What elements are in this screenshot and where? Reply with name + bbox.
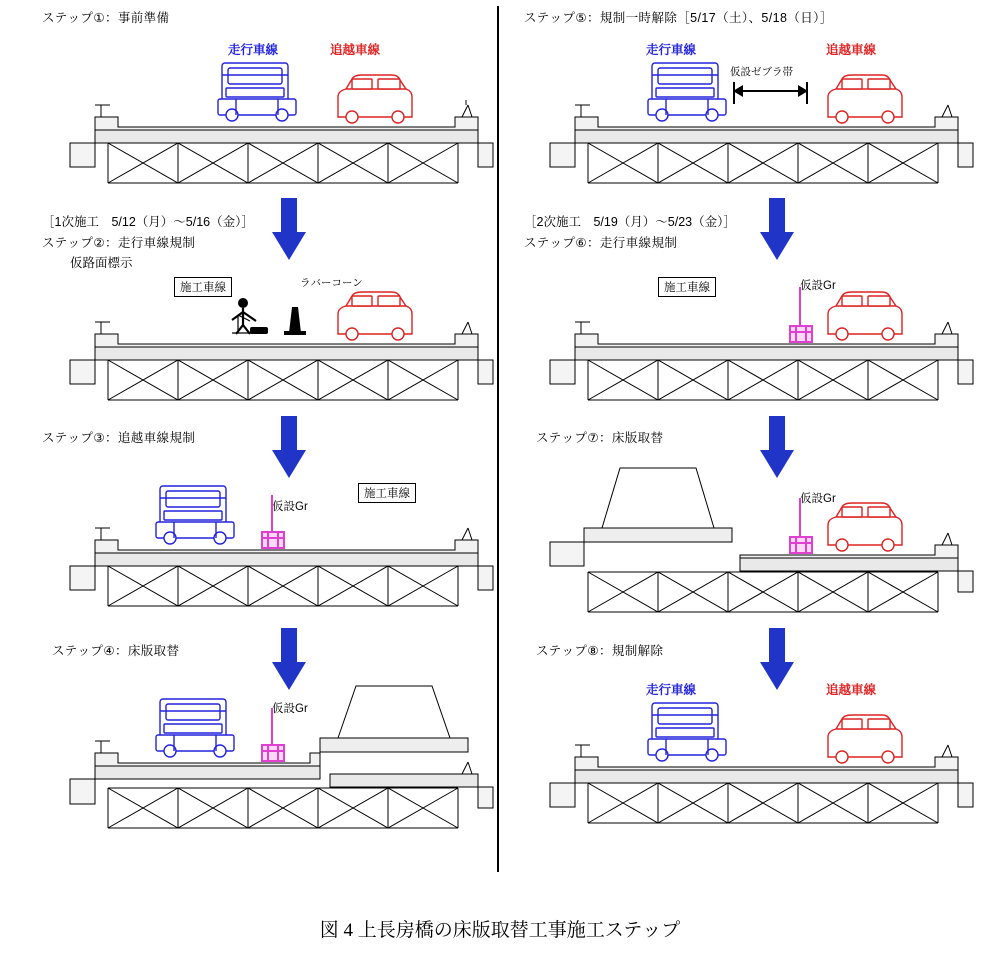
step-5-temp-zebra-label: 仮設ゼブラ帯: [730, 66, 793, 78]
arrow-1-to-2: [272, 198, 306, 260]
step-5-title: ステップ⑤：規制一時解除［5/17（土）、5/18（日）］: [524, 11, 833, 25]
step-6-bracket: ［2次施工 5/19（月）〜5/23（金）］: [524, 215, 736, 229]
step-8-title: ステップ⑧：規制解除: [536, 644, 664, 658]
arrow-5-to-6: [760, 198, 794, 260]
step-2-work-lane-label: 施工車線: [174, 277, 232, 297]
step-7-temp-gr-label: 仮設Gr: [800, 493, 836, 505]
step-2-bridge-drawing: [0, 285, 497, 415]
step-1-lane-drive-label: 走行車線: [228, 43, 279, 57]
step-3-work-lane-label: 施工車線: [358, 483, 416, 503]
figure-caption: 図 4 上長房橋の床版取替工事施工ステップ: [319, 920, 681, 941]
step-4-temp-gr-label: 仮設Gr: [272, 703, 308, 715]
step-8-lane-pass-label: 追越車線: [826, 683, 877, 697]
step-7-bridge-drawing: [500, 450, 997, 615]
step-2-rubber-cone-label: ラバーコーン: [300, 277, 363, 289]
step-1-lane-pass-label: 追越車線: [330, 43, 381, 57]
step-3-bridge-drawing: [0, 460, 497, 610]
step-4-title: ステップ④：床版取替: [52, 644, 180, 658]
step-7-title: ステップ⑦：床版取替: [536, 431, 664, 445]
step-6-temp-gr-label: 仮設Gr: [800, 280, 836, 292]
column-divider: [497, 6, 499, 872]
step-8-lane-drive-label: 走行車線: [646, 683, 697, 697]
step-3-title: ステップ③：追越車線規制: [42, 431, 196, 445]
step-8-bridge-drawing: [500, 695, 997, 845]
step-2-title: ステップ②：走行車線規制: [42, 236, 196, 250]
step-5-bridge-drawing: [500, 55, 997, 195]
step-5-lane-drive-label: 走行車線: [646, 43, 697, 57]
step-4-bridge-drawing: [0, 668, 497, 843]
left-column: [0, 0, 497, 880]
step-1-title: ステップ①：事前準備: [42, 11, 170, 25]
step-2-sub: 仮路面標示: [70, 256, 133, 270]
step-1-bridge-drawing: [0, 55, 497, 195]
step-5-lane-pass-label: 追越車線: [826, 43, 877, 57]
step-3-temp-gr-label: 仮設Gr: [272, 501, 308, 513]
right-column: [500, 0, 997, 880]
step-2-bracket: ［1次施工 5/12（月）〜5/16（金）］: [42, 215, 254, 229]
step-6-work-lane-label: 施工車線: [658, 277, 716, 297]
step-6-title: ステップ⑥：走行車線規制: [524, 236, 678, 250]
arrow-7-to-8: [760, 628, 794, 690]
step-6-bridge-drawing: [500, 285, 997, 415]
